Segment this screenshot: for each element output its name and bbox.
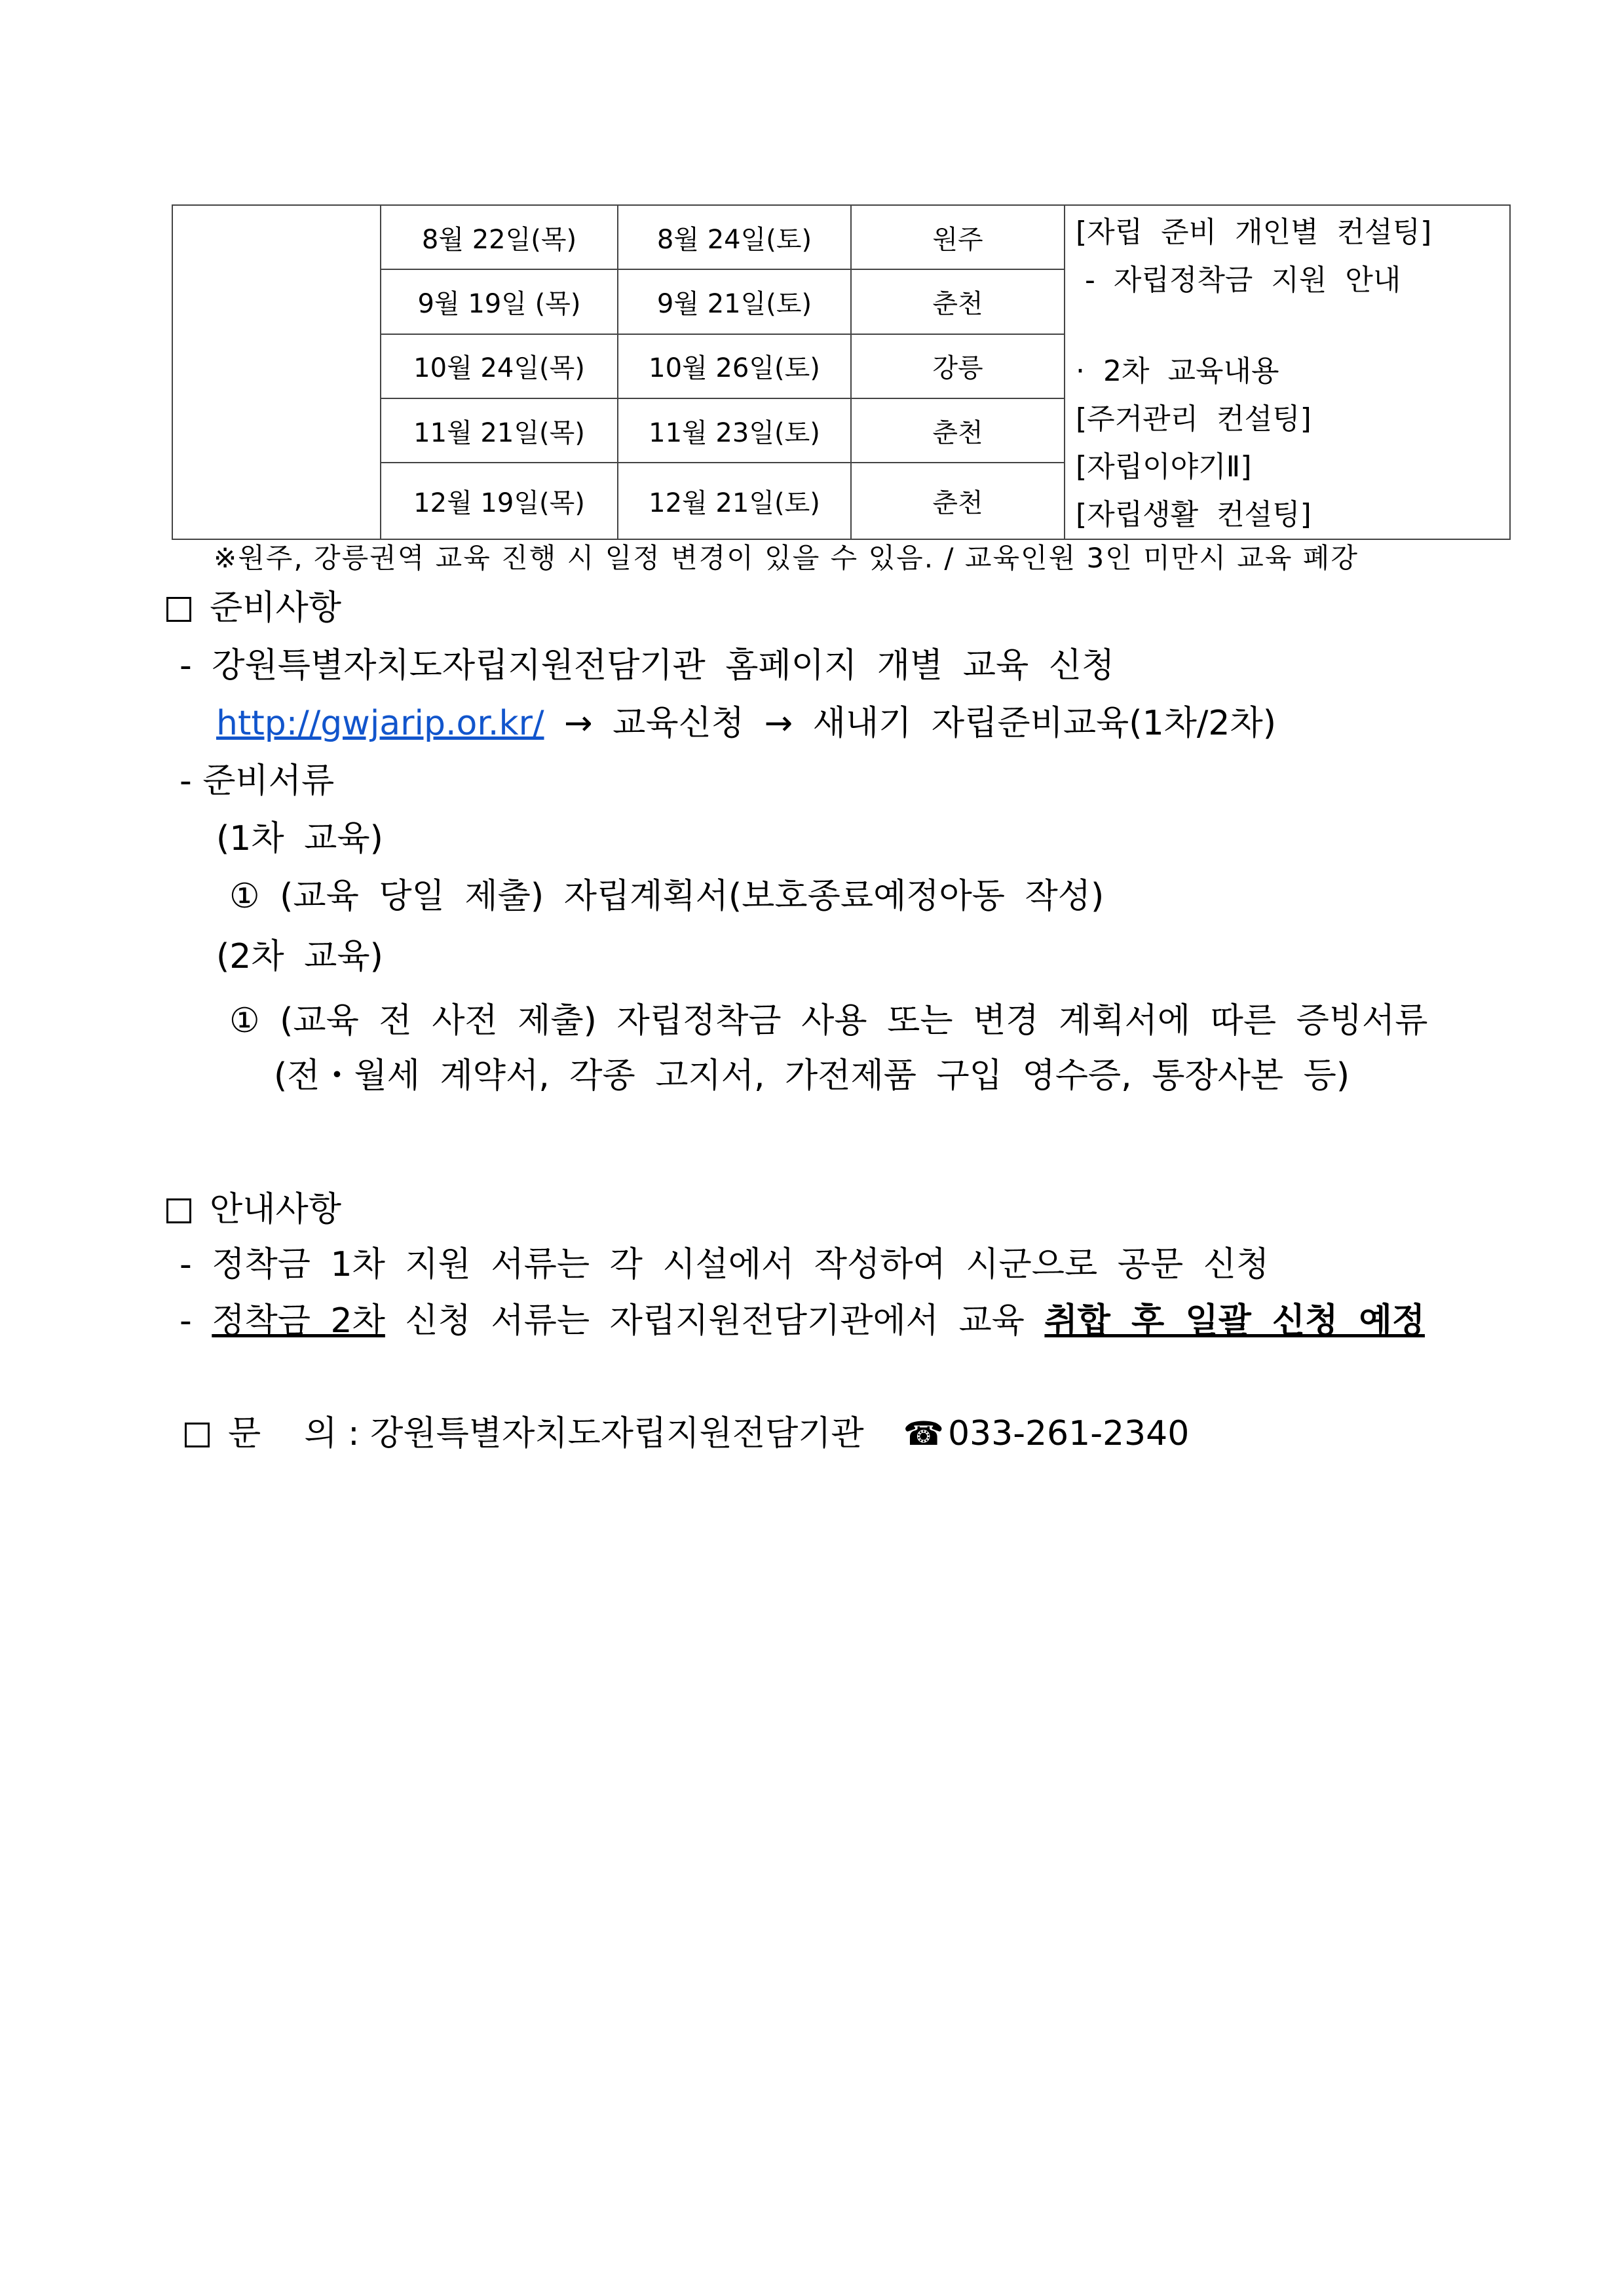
schedule-note: ※원주, 강릉권역 교육 진행 시 일정 변경이 있을 수 있음. / 교육인원 3인 미만시 교육 폐강 [214,542,1359,574]
content-line: - 자립정착금 지원 안내 [1085,263,1401,297]
preparation-heading-text: 준비사항 [210,588,341,628]
second-date-cell: 10월 26일(토) [618,334,851,398]
second-education-item: ① (교육 전 사전 제출) 자립정착금 사용 또는 변경 계획서에 따른 증빙서류 [229,1001,1428,1041]
notice-line-2-underlined: 정착금 2차 [212,1301,385,1341]
homepage-link[interactable]: http://gwjarip.or.kr/ [216,704,544,743]
apply-path-text: → 교육신청 → 새내기 자립준비교육(1차/2차) [544,704,1277,743]
table-row [172,205,1510,269]
apply-line: - 강원특별자치도자립지원전담기관 홈페이지 개별 교육 신청 [179,646,1115,685]
region-cell: 강릉 [851,334,1065,398]
first-education-item: ① (교육 당일 제출) 자립계획서(보호종료예정아동 작성) [229,877,1105,916]
notice-line-2-prefix: - [179,1301,212,1341]
first-date-cell: 12월 19일(목) [381,463,618,539]
contact-org: 강원특별자치도자립지원전담기관 [370,1414,864,1453]
schedule-table [172,204,1511,540]
first-date-cell: 8월 22일(목) [381,205,618,269]
notice-line-2-middle: 신청 서류는 자립지원전담기관에서 교육 [385,1301,1045,1341]
content-line: [주거관리 컨설팅] [1076,402,1312,436]
first-date-cell: 10월 24일(목) [381,334,618,398]
content-line: [자립이야기Ⅱ] [1076,450,1252,484]
checkbox-square-icon [166,597,191,622]
region-cell: 춘천 [851,269,1065,334]
contact-phone: 033-261-2340 [947,1414,1190,1453]
education-content-cell [1065,205,1510,539]
first-education-label: (1차 교육) [216,819,383,858]
contact-line [185,1414,1189,1453]
docs-heading: - 준비서류 [179,761,335,801]
region-cell: 춘천 [851,463,1065,539]
notice-line-2-bold: 취합 후 일괄 신청 예정 [1044,1301,1425,1341]
second-education-label: (2차 교육) [216,937,383,976]
contact-label: 문 의 : [228,1414,371,1453]
content-spacer [1076,304,1509,347]
region-cell: 원주 [851,205,1065,269]
notice-heading-text: 안내사항 [210,1190,341,1229]
first-date-cell: 9월 19일 (목) [381,269,618,334]
first-date-cell: 11월 21일(목) [381,398,618,463]
preparation-heading [166,588,341,628]
notice-line-2 [179,1301,1425,1341]
second-education-detail: (전・월세 계약서, 각종 고지서, 가전제품 구입 영수증, 통장사본 등) [274,1056,1350,1096]
second-date-cell: 12월 21일(토) [618,463,851,539]
second-date-cell: 8월 24일(토) [618,205,851,269]
checkbox-square-icon [185,1423,210,1447]
notice-line-1: - 정착금 1차 지원 서류는 각 시설에서 작성하여 시군으로 공문 신청 [179,1245,1270,1284]
content-line: [자립생활 컨설팅] [1076,498,1312,531]
second-date-cell: 9월 21일(토) [618,269,851,334]
content-line: [자립 준비 개인별 컨설팅] [1076,216,1432,249]
content-line: · 2차 교육내용 [1076,354,1279,388]
checkbox-square-icon [166,1198,191,1223]
region-cell: 춘천 [851,398,1065,463]
table-empty-cell [172,205,381,539]
phone-icon: ☎ [903,1415,944,1453]
second-date-cell: 11월 23일(토) [618,398,851,463]
apply-path [216,704,1276,743]
notice-heading [166,1190,341,1229]
